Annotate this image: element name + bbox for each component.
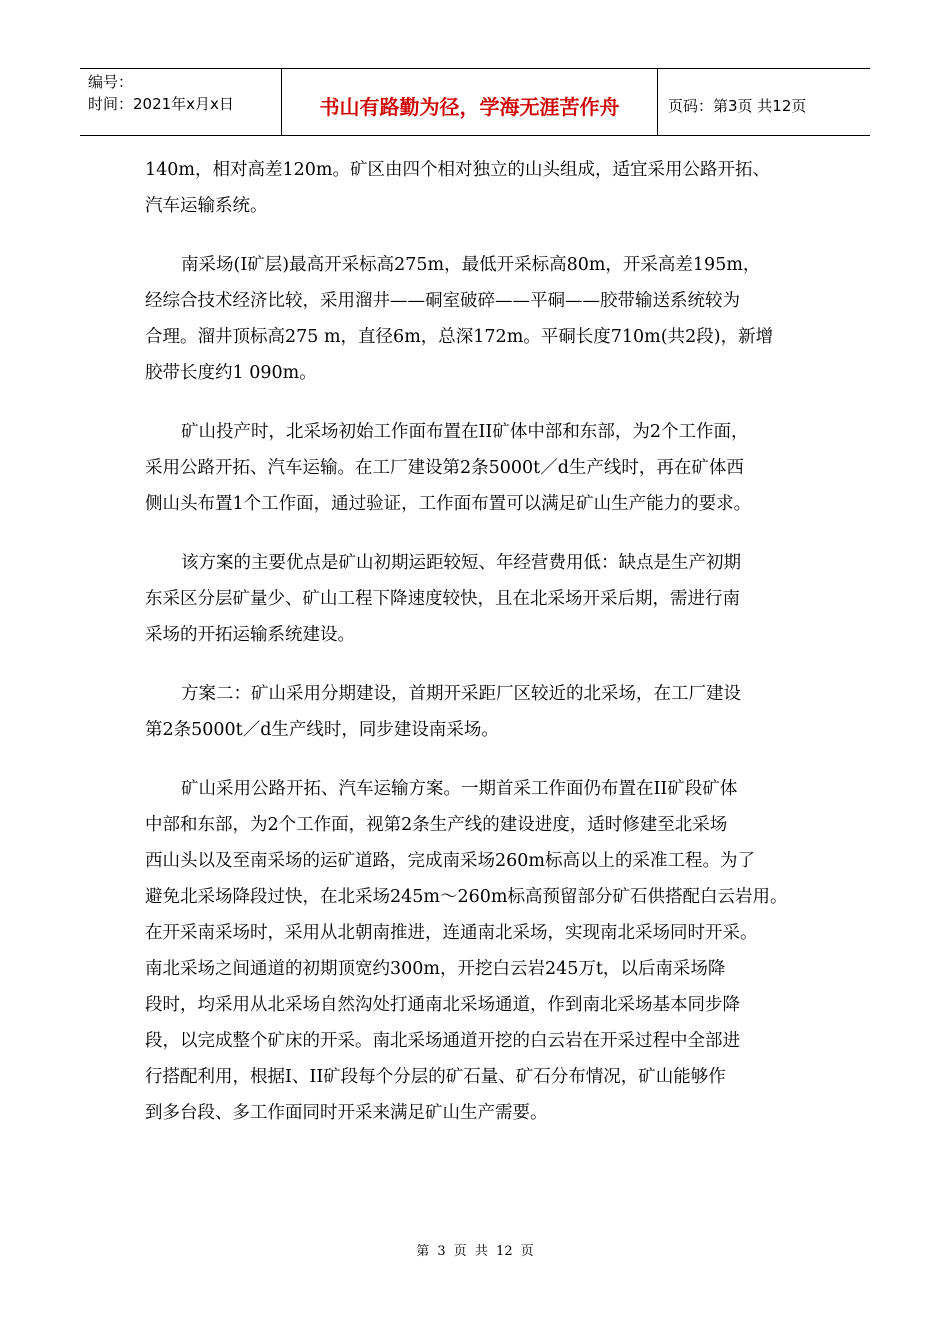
- paragraph-line: [145, 581, 820, 617]
- paragraph-line: [145, 712, 820, 748]
- paragraph-line: [145, 355, 820, 391]
- line-text: 矿山投产时，北采场初始工作面布置在II矿体中部和东部，为2个工作面，: [181, 422, 749, 442]
- paragraph-line: [145, 152, 820, 188]
- line-text: 段时，均采用从北采场自然沟处打通南北采场通道，作到南北采场基本同步降: [145, 995, 740, 1015]
- line-text: 中部和东部，为2个工作面，视第2条生产线的建设进度，适时修建至北采场: [145, 815, 728, 835]
- paragraph-line: [145, 676, 820, 712]
- paragraph: [145, 152, 820, 224]
- paragraph: [145, 676, 820, 748]
- line-text: 第2条5000t／d生产线时，同步建设南采场。: [145, 720, 499, 740]
- paragraph: [145, 771, 820, 1131]
- paragraph: [145, 414, 820, 522]
- line-text: 合理。溜井顶标高275 m，直径6m，总深172m。平硐长度710m(共2段)，新增: [145, 327, 774, 347]
- line-text: 南北采场之间通道的初期顶宽约300m，开挖白云岩245万t，以后南采场降: [145, 959, 726, 979]
- paragraph-line: [145, 879, 820, 915]
- paragraph-line: [145, 486, 820, 522]
- line-text: 该方案的主要优点是矿山初期运距较短、年经营费用低：缺点是生产初期: [181, 553, 741, 573]
- paragraph-line: [145, 1023, 820, 1059]
- header-page-info: 页码：第3页 共12页: [668, 96, 807, 115]
- line-text: 经综合技术经济比较，采用溜井——硐室破碎——平硐——胶带输送系统较为: [145, 291, 740, 311]
- paragraph-line: [145, 450, 820, 486]
- paragraph-line: [145, 414, 820, 450]
- paragraph-line: [145, 188, 820, 224]
- line-text: 侧山头布置1个工作面，通过验证，工作面布置可以满足矿山生产能力的要求。: [145, 494, 752, 514]
- paragraph-line: [145, 807, 820, 843]
- number-label: 编号：: [88, 73, 134, 91]
- line-text: 在开采南采场时，采用从北朝南推进，连通南北采场，实现南北采场同时开采。: [145, 923, 758, 943]
- line-text: 方案二：矿山采用分期建设，首期开采距厂区较近的北采场，在工厂建设: [181, 684, 741, 704]
- paragraph-line: [145, 843, 820, 879]
- paragraph-line: [145, 987, 820, 1023]
- line-text: 行搭配利用，根据I、II矿段每个分层的矿石量、矿石分布情况，矿山能够作: [145, 1067, 726, 1087]
- line-text: 到多台段、多工作面同时开采来满足矿山生产需要。: [145, 1103, 548, 1123]
- paragraph-line: [145, 545, 820, 581]
- header-meta: [80, 69, 282, 135]
- paragraph-line: [145, 1059, 820, 1095]
- paragraph-line: [145, 915, 820, 951]
- paragraph-line: [145, 247, 820, 283]
- document-body: [145, 152, 820, 1154]
- page-footer: 第 3 页 共 12 页: [416, 1244, 534, 1259]
- line-text: 东采区分层矿量少、矿山工程下降速度较快，且在北采场开采后期，需进行南: [145, 589, 740, 609]
- paragraph-line: [145, 319, 820, 355]
- line-text: 140m，相对高差120m。矿区由四个相对独立的山头组成，适宜采用公路开拓、: [145, 160, 770, 180]
- line-text: 胶带长度约1 090m。: [145, 363, 317, 383]
- paragraph-line: [145, 617, 820, 653]
- line-text: 汽车运输系统。: [145, 196, 268, 216]
- paragraph-line: [145, 1095, 820, 1131]
- date-label: 时间：2021年x月x日: [88, 95, 234, 113]
- line-text: 采场的开拓运输系统建设。: [145, 625, 355, 645]
- line-text: 避免北采场降段过快，在北采场245m～260m标高预留部分矿石供搭配白云岩用。: [145, 887, 788, 907]
- header-motto: 书山有路勤为径，学海无涯苦作舟: [282, 69, 658, 135]
- line-text: 西山头以及至南采场的运矿道路，完成南采场260m标高以上的采准工程。为了: [145, 851, 755, 871]
- paragraph: [145, 247, 820, 391]
- line-text: 南采场(I矿层)最高开采标高275m，最低开采标高80m，开采高差195m，: [181, 255, 761, 275]
- paragraph-line: [145, 283, 820, 319]
- page-header: [80, 68, 870, 136]
- paragraph-line: [145, 771, 820, 807]
- paragraph-line: [145, 951, 820, 987]
- paragraph: [145, 545, 820, 653]
- line-text: 段，以完成整个矿床的开采。南北采场通道开挖的白云岩在开采过程中全部进: [145, 1031, 740, 1051]
- line-text: 矿山采用公路开拓、汽车运输方案。一期首采工作面仍布置在II矿段矿体: [181, 779, 738, 799]
- line-text: 采用公路开拓、汽车运输。在工厂建设第2条5000t／d生产线时，再在矿体西: [145, 458, 744, 478]
